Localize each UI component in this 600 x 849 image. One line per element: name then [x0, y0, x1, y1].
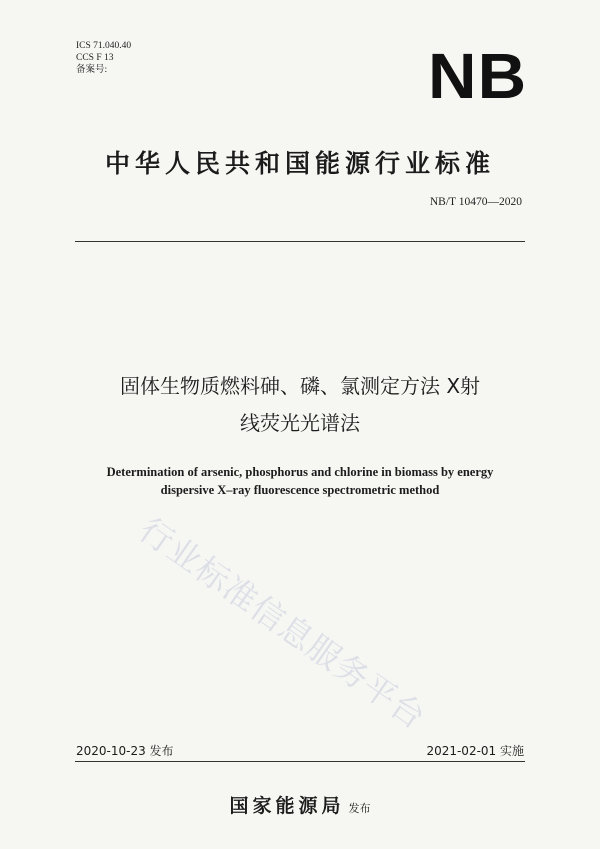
english-title-line-2: dispersive X–ray fluorescence spectrometric method — [160, 483, 440, 497]
bottom-divider — [75, 761, 525, 762]
issuer-block — [0, 791, 600, 818]
issuer-suffix: 发布 — [348, 802, 371, 815]
standard-number: NB/T 10470—2020 — [429, 196, 522, 208]
classification-block — [76, 40, 131, 76]
ics-code: ICS 71.040.40 — [76, 41, 132, 51]
issue-date: 2020-10-23 发布 — [76, 744, 174, 758]
implementation-date: 2021-02-01 实施 — [426, 744, 524, 758]
ccs-code: CCS F 13 — [76, 53, 114, 63]
top-divider — [75, 241, 525, 242]
standard-category-title: 中华人民共和国能源行业标准 — [104, 149, 495, 178]
chinese-title-line-1: 固体生物质燃料砷、磷、氯测定方法 X射 — [119, 374, 481, 398]
issuer-name: 国家能源局 — [229, 795, 345, 817]
record-number: 备案号: — [76, 65, 108, 75]
nb-logo: NB — [428, 40, 528, 112]
english-title-line-1: Determination of arsenic, phosphorus and chlorine in biomass by energy — [106, 465, 494, 479]
chinese-title-line-2: 线荧光光谱法 — [240, 411, 360, 435]
watermark-text: 行业标准信息服务平台 — [132, 509, 434, 737]
